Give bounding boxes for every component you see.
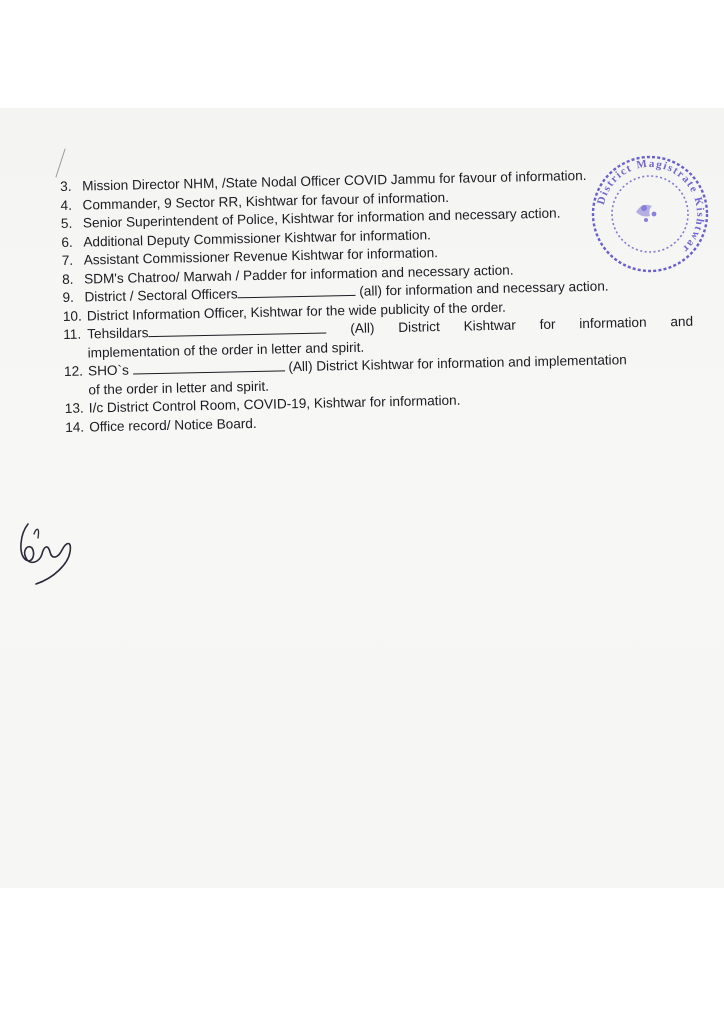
item-text: Senior Superintendent of Police, Kishtwar for information and necessary action.: [82, 205, 561, 231]
stamp-emblem: [636, 205, 656, 222]
stamp-rings: [593, 157, 707, 271]
item-text: Commander, 9 Sector RR, Kishtwar for favour of information.: [82, 189, 450, 213]
item-number: 5.: [60, 215, 73, 231]
item-text: Additional Deputy Commissioner Kishtwar for information.: [83, 226, 431, 250]
item-text: I/c District Control Room, COVID-19, Kishtwar for information.: [88, 392, 461, 416]
item-line-2: implementation of the order in letter and spirit.: [87, 339, 365, 360]
signature: [14, 514, 80, 590]
item-text: Office record/ Notice Board.: [89, 415, 257, 434]
fill-in-blank: [132, 358, 284, 374]
official-stamp: [588, 152, 712, 276]
fill-in-blank: [148, 320, 326, 337]
item-number: 8.: [61, 271, 74, 287]
item-text: Mission Director NHM, /State Nodal Officer COVID Jammu for favour of information.: [82, 167, 587, 194]
item-text: Assistant Commissioner Revenue Kishtwar for information.: [83, 245, 439, 268]
sho-label: SHO`s: [87, 362, 129, 379]
word: information: [579, 314, 647, 332]
item-number: 6.: [61, 234, 73, 250]
item-number: 12.: [63, 363, 84, 379]
item-text-end: (all) for information and necessary action.: [359, 278, 609, 299]
tehsildars-label: Tehsildars: [87, 325, 149, 342]
item-text-end: (All) District Kishtwar for information and implementation: [288, 352, 627, 375]
item-number: 13.: [64, 400, 84, 416]
word: for: [539, 316, 556, 332]
word: District: [398, 319, 440, 335]
stamp-text-path: District Magistrate Kishtwar: [594, 157, 707, 256]
word: (All): [350, 320, 375, 336]
item-text: District Information Officer, Kishtwar for the wide publicity of the order.: [86, 299, 507, 323]
item-text: SDM's Chatroo/ Marwah / Padder for information and necessary action.: [83, 262, 514, 287]
word: Kishtwar: [463, 317, 516, 334]
item-number: 14.: [65, 419, 85, 435]
item-text-start: District / Sectoral Officers: [84, 286, 238, 305]
word: and: [670, 313, 694, 330]
fill-in-blank: [237, 283, 355, 298]
item-number: 11.: [63, 326, 82, 342]
item-number: 4.: [60, 197, 73, 213]
item-number: 10.: [62, 308, 82, 324]
item-number: 3.: [60, 178, 72, 194]
item-number: 9.: [62, 289, 75, 305]
item-number: 7.: [61, 252, 74, 268]
item-line-2: of the order in letter and spirit.: [88, 378, 270, 397]
